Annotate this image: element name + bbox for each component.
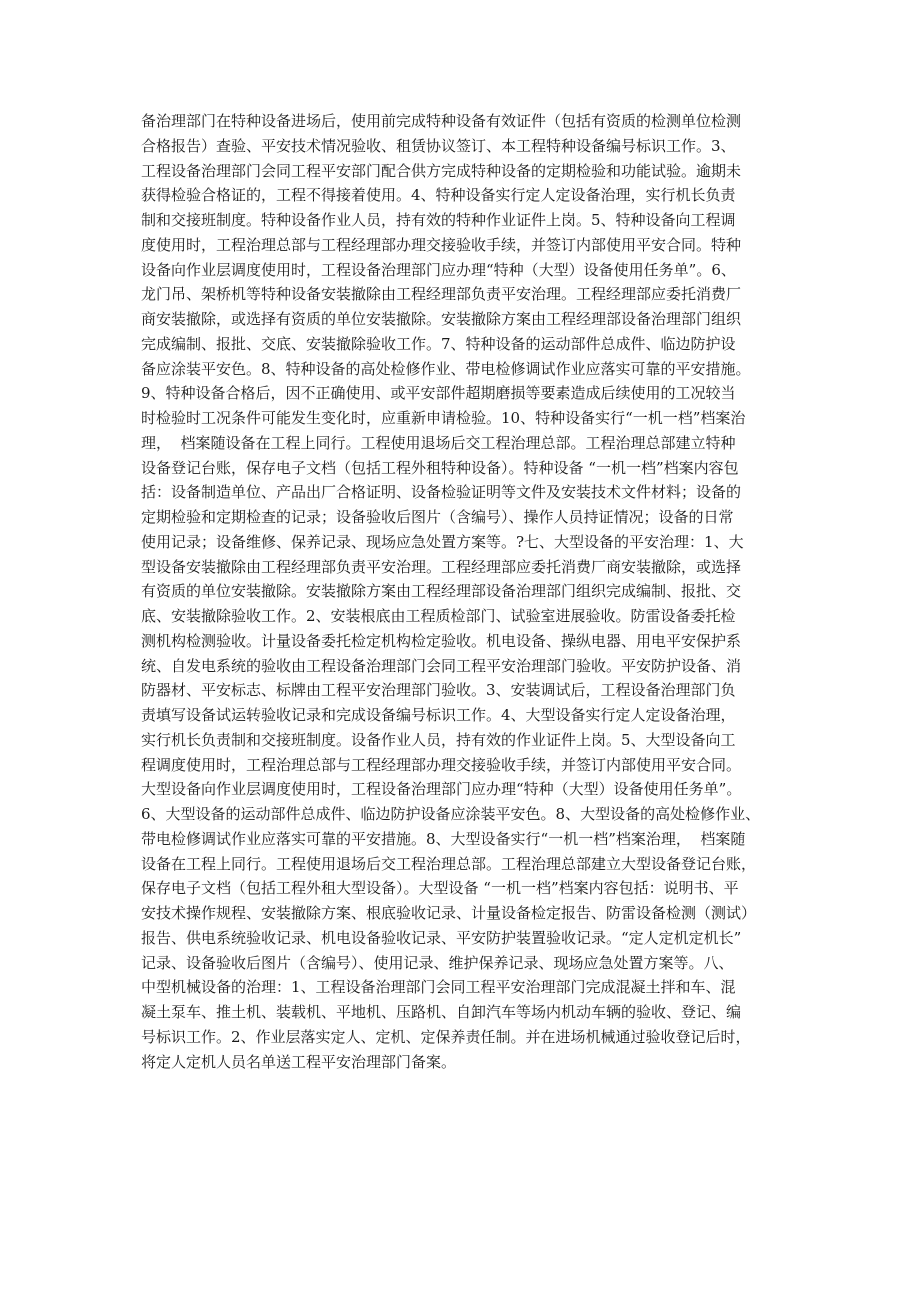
text-line: 制和交接班制度。特种设备作业人员，持有效的特种作业证件上岗。5、特种设备向工程调 [141,211,736,229]
text-line: 将定人定机人员名单送工程平安治理部门备案。 [141,1052,457,1071]
text-line: 时检验时工况条件可能发生变化时，应重新申请检验。10、特种设备实行“一机一档”档案治 [141,409,746,427]
text-line: 号标识工作。2、作业层落实定人、定机、定保养责任制。并在进场机械通过验收登记后时， [141,1027,751,1046]
text-line: 9、特种设备合格后，因不正确使用、或平安部件超期磨损等要素造成后续使用的工况较当 [141,384,736,403]
text-line: 责填写设备试运转验收记录和完成设备编号标识工作。4、大型设备实行定人定设备治理， [141,706,736,724]
text-line: 获得检验合格证的，工程不得接着使用。4、特种设备实行定人定设备治理，实行机长负责 [141,186,736,205]
text-line: 设备向作业层调度使用时，工程设备治理部门应办理“特种（大型）设备使用任务单”。6、 [141,260,736,279]
text-line: 安技术操作规程、安装撤除方案、根底验收记录、计量设备检定报告、防雷设备检测（测试） [141,904,757,922]
text-line: 合格报告）查验、平安技术情况验收、租赁协议签订、本工程特种设备编号标识工作。3、 [141,136,736,155]
text-line: 设备登记台账，保存电子文档（包括工程外租特种设备）。特种设备 “一机一档”档案内容包 [141,458,739,477]
text-line: 完成编制、报批、交底、安装撤除验收工作。7、特种设备的运动部件总成件、临边防护设 [141,334,736,353]
text-line: 中型机械设备的治理：1、工程设备治理部门会同工程平安治理部门完成混凝土拌和车、混 [141,978,736,997]
text-line: 测机构检测验收。计量设备委托检定机构检定验收。机电设备、操纵电器、用电平安保护系 [141,631,742,650]
text-line: 商安装撤除，或选择有资质的单位安装撤除。安装撤除方案由工程经理部设备治理部门组织 [141,310,742,328]
body-text [141,109,791,1074]
text-line: 度使用时，工程治理总部与工程经理部办理交接验收手续，并签订内部使用平安合同。特种 [141,235,742,254]
text-line: 有资质的单位安装撤除。安装撤除方案由工程经理部设备治理部门组织完成编制、报批、交 [141,582,742,601]
text-line: 理， 档案随设备在工程上同行。工程使用退场后交工程治理总部。工程治理总部建立特种 [141,433,736,452]
text-line: 备应涂装平安色。8、特种设备的高处检修作业、带电检修调试作业应落实可靠的平安措施。 [141,359,751,378]
text-line: 定期检验和定期检查的记录；设备验收后图片（含编号）、操作人员持证情况；设备的日常 [141,508,734,526]
text-line: 大型设备向作业层调度使用时，工程设备治理部门应办理“特种（大型）设备使用任务单”。 [141,780,742,799]
text-line: 程调度使用时，工程治理总部与工程经理部办理交接验收手续，并签订内部使用平安合同。 [141,755,742,774]
text-line: 凝土泵车、推土机、装载机、平地机、压路机、自卸汽车等场内机动车辆的验收、登记、编 [141,1003,742,1021]
text-line: 括：设备制造单位、产品出厂合格证明、设备检验证明等文件及安装技术文件材料；设备的 [141,483,742,502]
text-line: 工程设备治理部门会同工程平安部门配合供方完成特种设备的定期检验和功能试验。逾期未 [141,161,742,180]
text-line: 底、安装撤除验收工作。2、安装根底由工程质检部门、试验室进展验收。防雷设备委托检 [141,607,736,625]
text-line: 6、大型设备的运动部件总成件、临边防护设备应涂装平安色。8、大型设备的高处检修作业、 [141,805,761,823]
text-line: 使用记录；设备维修、保养记录、现场应急处置方案等。?七、大型设备的平安治理：1、大 [141,532,744,551]
text-line: 带电检修调试作业应落实可靠的平安措施。8、大型设备实行“一机一档”档案治理， 档案随 [141,829,746,848]
text-line: 防器材、平安标志、标牌由工程平安治理部门验收。3、安装调试后，工程设备治理部门负 [141,681,736,700]
text-line: 报告、供电系统验收记录、机电设备验收记录、平安防护装置验收记录。“定人定机定机长” [141,928,742,947]
text-line: 统、自发电系统的验收由工程设备治理部门会同工程平安治理部门验收。平安防护设备、消 [141,656,742,675]
text-line: 保存电子文档（包括工程外租大型设备）。大型设备 “一机一档”档案内容包括：说明书、平 [141,879,739,898]
text-line: 型设备安装撤除由工程经理部负责平安治理。工程经理部应委托消费厂商安装撤除，或选择 [141,557,742,576]
text-line: 备治理部门在特种设备进场后，使用前完成特种设备有效证件（包括有资质的检测单位检测 [141,112,742,130]
text-line: 设备在工程上同行。工程使用退场后交工程治理总部。工程治理总部建立大型设备登记台账， [141,854,757,873]
text-line: 实行机长负责制和交接班制度。设备作业人员，持有效的作业证件上岗。5、大型设备向工 [141,730,736,749]
text-line: 龙门吊、架桥机等特种设备安装撤除由工程经理部负责平安治理。工程经理部应委托消费厂 [141,285,742,304]
text-line: 记录、设备验收后图片（含编号）、使用记录、维护保养记录、现场应急处置方案等。八、 [141,953,734,972]
